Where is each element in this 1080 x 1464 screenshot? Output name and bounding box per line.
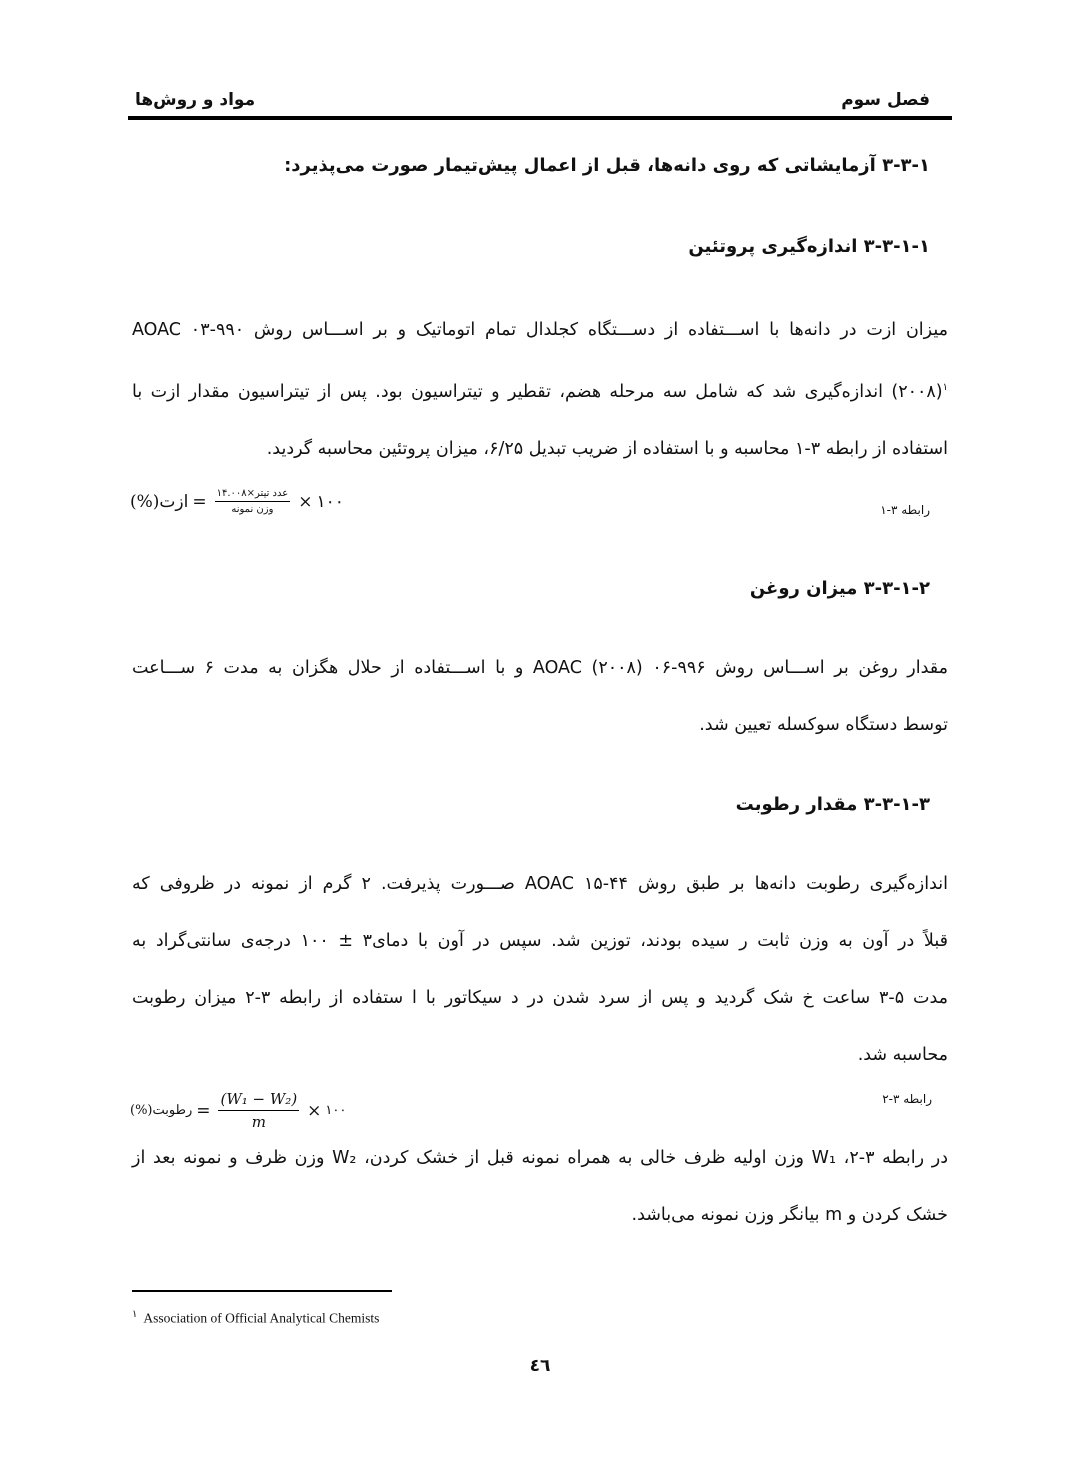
formula-equals: = (196, 1100, 211, 1121)
footnote-marker: ۱ (132, 1309, 138, 1320)
paragraph-line-with-ref (132, 359, 948, 421)
formula-denominator: m (251, 1113, 266, 1131)
paragraph-line: محاسبه شد. (857, 1045, 948, 1065)
section-name: مواد و روش‌ها (135, 90, 256, 110)
formula-numerator: (W₁ − W₂) (218, 1090, 299, 1111)
formula-times: × (298, 491, 313, 512)
formula-factor: ۱۰۰ (316, 491, 344, 512)
footnote-text: Association of Official Analytical Chemists (143, 1310, 380, 1326)
protein-subsection-title: ۳-۳-۱-۱ اندازه‌گیری پروتئین (688, 236, 930, 257)
protein-paragraph (132, 302, 948, 478)
page-number: ٤٦ (529, 1356, 551, 1376)
moisture-subsection-title: ۳-۳-۱-۳ مقدار رطوبت (735, 794, 930, 815)
formula-fraction (215, 488, 291, 515)
paragraph-line: توسط دستگاه سوکسله تعیین شد. (699, 715, 948, 735)
footnote-ref: ۱ (942, 382, 948, 393)
oil-paragraph (132, 640, 948, 754)
formula-factor: ۱۰۰ (325, 1103, 347, 1118)
footnote (132, 1309, 379, 1327)
moisture-formula (130, 1090, 346, 1131)
paragraph-line: در رابطه ۳-۲، W₁ وزن اولیه ظرف خالی به همراه نمونه قبل از خشک کردن، W₂ وزن ظرف و نمونه بعد از (132, 1148, 948, 1168)
paragraph-line: میزان ازت در دانه‌ها با اســـتفاده از دســـتگاه کجلدال تمام اتوماتیک و بر اســـاس روش ۹۹۰-۰۳ AOAC (132, 320, 948, 340)
paragraph-line: اندازه‌گیری رطوبت دانه‌ها بر طبق روش ۴۴-۱۵ AOAC صـــورت پذیرفت. ۲ گرم از نمونه در ظروفی که (132, 874, 948, 894)
section-title: ۳-۳-۱ آزمایشاتی که روی دانه‌ها، قبل از اعمال پیش‌تیمار صورت می‌پذیرد: (284, 155, 930, 176)
paragraph-line: (۲۰۰۸) اندازه‌گیری شد که شامل سه مرحله هضم، تقطیر و تیتراسیون بود. پس از تیتراسیون مقدار ازت با (132, 381, 943, 402)
moisture-paragraph (132, 856, 948, 1084)
equation-label: رابطه ۳-۱ (880, 503, 930, 517)
paragraph-line: استفاده از رابطه ۳-۱ محاسبه و با استفاده از ضریب تبدیل ۶/۲۵، میزان پروتئین محاسبه گردید. (266, 438, 948, 459)
paragraph-line: مدت ۵-۳ ساعت خ شک گردید و پس از سرد شدن در د سیکاتور با ا ستفاده از رابطه ۳-۲ میزان رطوبت (132, 988, 948, 1008)
header-divider (128, 116, 952, 120)
formula-lhs: رطوبت(%) (130, 1103, 193, 1118)
paragraph-line: قبلاً در آون به وزن ثابت ر سیده بودند، توزین شد. سپس در آون با دمای۳ ± ۱۰۰ درجه‌ی سانتی‌گراد به (132, 931, 949, 951)
moisture-explanation (132, 1130, 948, 1244)
formula-lhs: ازت(%) (130, 491, 189, 512)
formula-fraction (218, 1090, 299, 1131)
paragraph-line: خشک کردن و m بیانگر وزن نمونه می‌باشد. (631, 1205, 948, 1225)
footnote-divider (132, 1290, 392, 1292)
nitrogen-formula (130, 488, 344, 515)
chapter-title: فصل سوم (841, 90, 930, 110)
oil-subsection-title: ۳-۳-۱-۲ میزان روغن (749, 578, 930, 599)
formula-equals: = (192, 491, 207, 512)
formula-times: × (307, 1100, 322, 1121)
paragraph-line: مقدار روغن بر اســـاس روش ۹۹۶-۰۶ AOAC (۲۰۰۸) و با اســـتفاده از حلال هگزان به مدت ۶ ســـاعت (132, 658, 948, 678)
formula-numerator: عدد تیتر×۱۴.۰۰۸ (215, 488, 291, 502)
formula-denominator: وزن نمونه (231, 504, 274, 515)
equation-label: رابطه ۳-۲ (882, 1092, 932, 1106)
